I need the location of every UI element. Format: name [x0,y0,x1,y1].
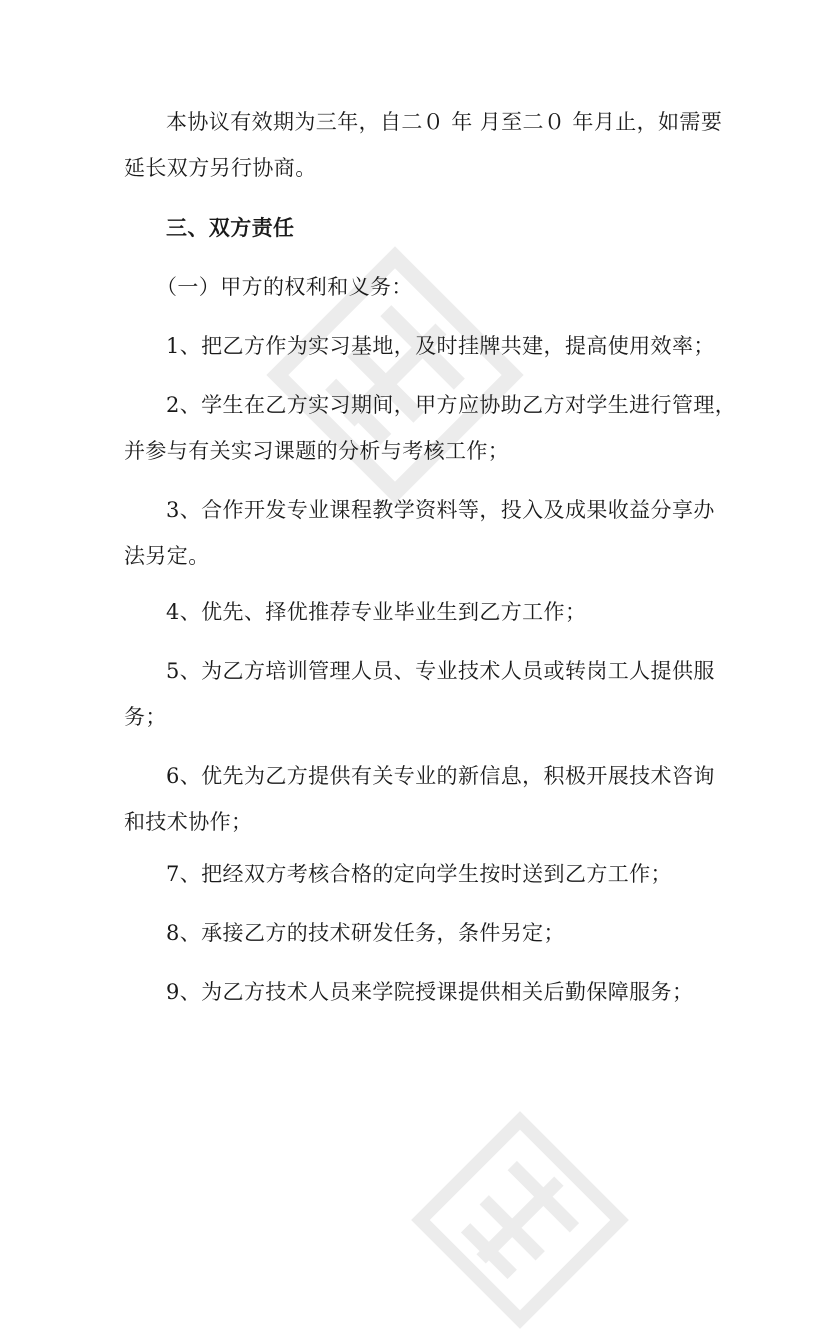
list-item-2-line-1: 2、学生在乙方实习期间，甲方应协助乙方对学生进行管理， [166,393,737,417]
list-item-5-line-1: 5、为乙方培训管理人员、专业技术人员或转岗工人提供服 [166,659,715,683]
list-item-3-line-2: 法另定。 [124,544,210,568]
subsection-heading: （一）甲方的权利和义务： [156,275,413,299]
list-item-9: 9、为乙方技术人员来学院授课提供相关后勤保障服务； [166,980,694,1004]
list-item-6-line-1: 6、优先为乙方提供有关专业的新信息，积极开展技术咨询 [166,764,715,788]
list-item-4: 4、优先、择优推荐专业毕业生到乙方工作； [166,600,587,624]
list-item-3-line-1: 3、合作开发专业课程教学资料等，投入及成果收益分享办 [166,498,715,522]
validity-paragraph-line-2: 延长双方另行协商。 [124,156,317,180]
list-item-8: 8、承接乙方的技术研发任务，条件另定； [166,921,565,945]
section-heading: 三、双方责任 [166,216,295,240]
list-item-2-line-2: 并参与有关实习课题的分析与考核工作； [124,439,510,463]
list-item-5-line-2: 务； [124,705,167,729]
list-item-7: 7、把经双方考核合格的定向学生按时送到乙方工作； [166,862,672,886]
list-item-1: 1、把乙方作为实习基地，及时挂牌共建，提高使用效率； [166,334,715,358]
watermark-logo-icon [410,1110,630,1330]
validity-paragraph-line-1: 本协议有效期为三年，自二０ 年 月至二０ 年月止，如需要 [166,110,723,134]
list-item-6-line-2: 和技术协作； [124,810,253,834]
